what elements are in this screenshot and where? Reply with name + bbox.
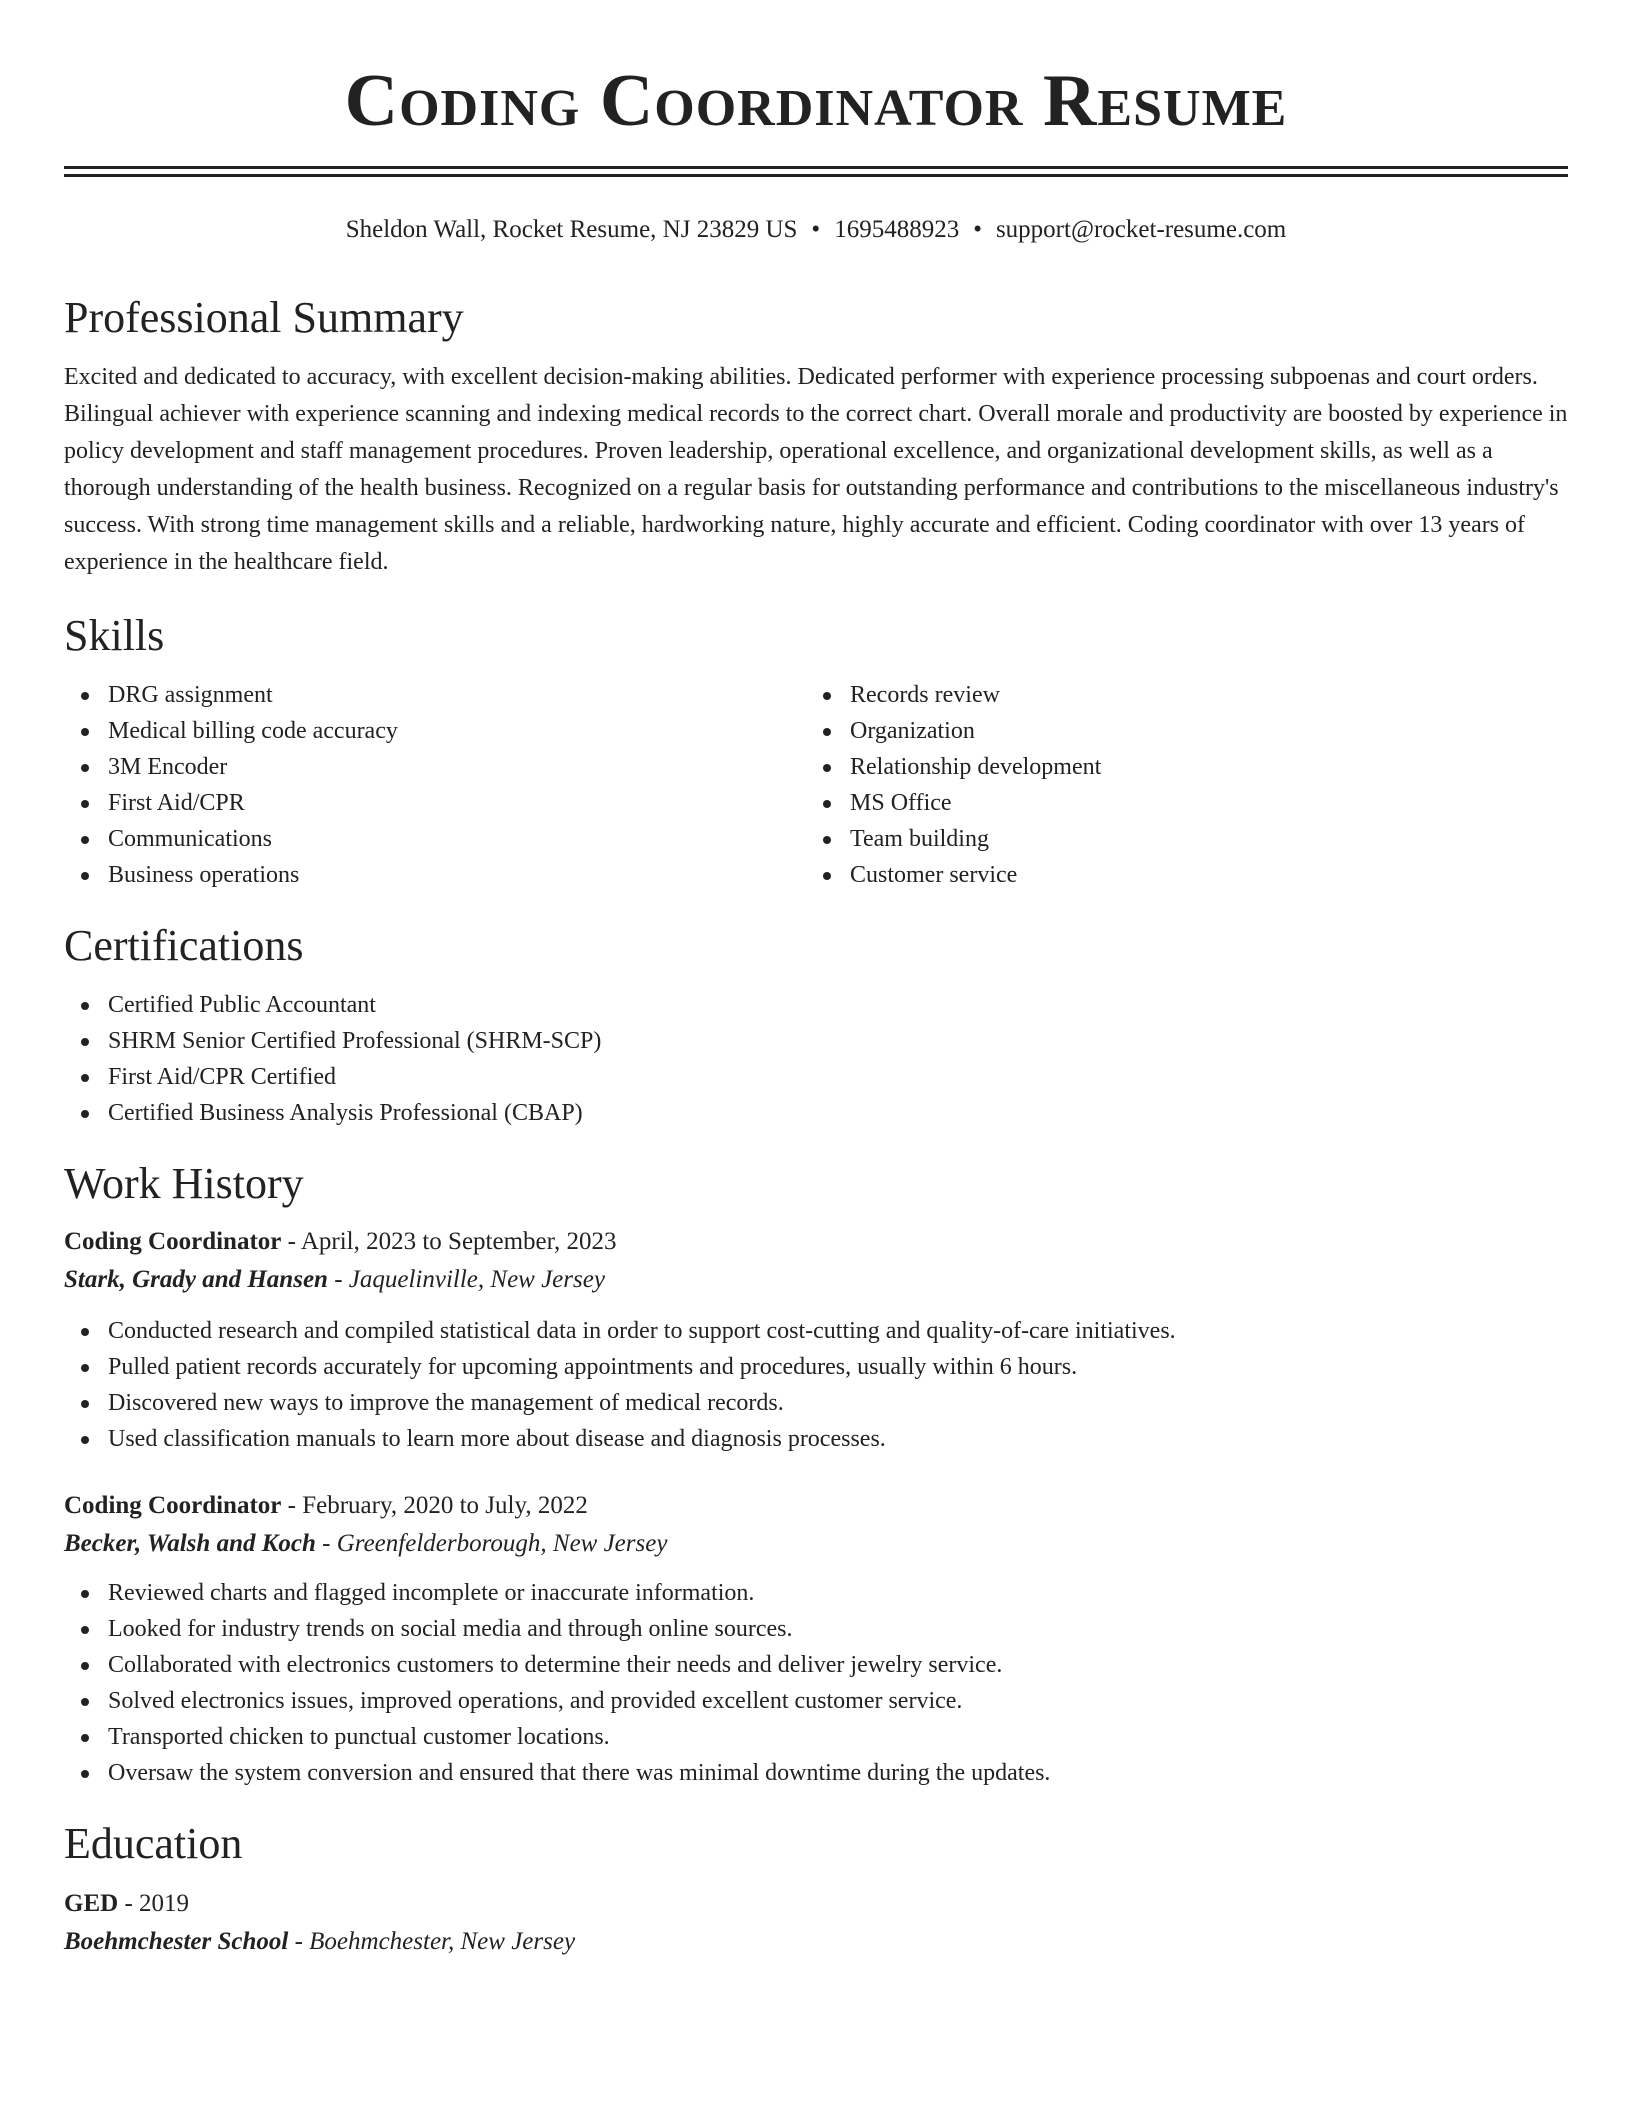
job-location: - Jaquelinville, New Jersey (327, 1266, 605, 1293)
work-history-heading: Work History (64, 1159, 304, 1208)
job-entry (64, 1223, 1568, 1457)
job-duty: Pulled patient records accurately for upcoming appointments and procedures, usually within 6 hours. (64, 1349, 1568, 1385)
skill-item: Medical billing code accuracy (64, 713, 806, 749)
title-divider-top (64, 166, 1568, 169)
job-duty: Reviewed charts and flagged incomplete or inaccurate information. (64, 1575, 1568, 1611)
certifications-section (64, 919, 1568, 1131)
job-entry (64, 1487, 1568, 1791)
education-school: Boehmchester School (64, 1928, 289, 1955)
job-duty: Oversaw the system conversion and ensured that there was minimal downtime during the updates. (64, 1755, 1568, 1791)
title-divider-bottom (64, 174, 1568, 177)
skill-item: Customer service (806, 857, 1548, 893)
contact-phone: 1695488923 (834, 216, 960, 243)
certifications-heading: Certifications (64, 921, 304, 970)
education-location: - Boehmchester, New Jersey (288, 1928, 576, 1955)
certifications-list (64, 987, 1568, 1131)
job-duty: Discovered new ways to improve the management of medical records. (64, 1385, 1568, 1421)
certification-item: Certified Public Accountant (64, 987, 1568, 1023)
skill-item: Organization (806, 713, 1548, 749)
skills-grid (64, 677, 1568, 893)
skill-item: 3M Encoder (64, 749, 806, 785)
education-entry (64, 1885, 1568, 1961)
certification-item: Certified Business Analysis Professional (CBAP) (64, 1095, 1568, 1131)
education-year: - 2019 (118, 1890, 190, 1917)
job-title-line (64, 1223, 1568, 1261)
job-dates: - February, 2020 to July, 2022 (281, 1492, 588, 1519)
skill-item: Records review (806, 677, 1548, 713)
contact-separator: • (973, 216, 982, 243)
job-duty: Conducted research and compiled statistical data in order to support cost-cutting and quality-of-care initiatives. (64, 1313, 1568, 1349)
job-company: Stark, Grady and Hansen (64, 1266, 328, 1293)
summary-heading: Professional Summary (64, 293, 464, 342)
job-title: Coding Coordinator (64, 1492, 282, 1519)
contact-address: Sheldon Wall, Rocket Resume, NJ 23829 US (345, 216, 798, 243)
summary-text: Excited and dedicated to accuracy, with excellent decision-making abilities. Dedicated performer with experience processing subpoenas and court orders. Bilingual achiever with experience scanning and indexing medical records to the correct chart. Overall morale and productivity are boosted by experience in policy development and staff management procedures. Proven leadership, operational excellence, and organizational development skills, as well as a thorough understanding of the health business. Recognized on a regular basis for outstanding performance and contributions to the miscellaneous industry's success. With strong time management skills and a reliable, hardworking nature, highly accurate and efficient. Coding coordinator with over 13 years of experience in the healthcare field. (64, 364, 1568, 575)
contact-separator: • (811, 216, 821, 243)
resume-title: Coding Coordinator Resume (344, 60, 1288, 142)
job-duty: Used classification manuals to learn more about disease and diagnosis processes. (64, 1421, 1568, 1457)
skills-right-list (806, 677, 1548, 893)
certification-item: First Aid/CPR Certified (64, 1059, 1568, 1095)
job-company-line (64, 1261, 1568, 1299)
job-company-line (64, 1525, 1568, 1563)
job-company: Becker, Walsh and Koch (64, 1530, 316, 1557)
job-duty: Collaborated with electronics customers to determine their needs and deliver jewelry service. (64, 1647, 1568, 1683)
contact-email: support@rocket-resume.com (995, 216, 1287, 243)
job-duty: Looked for industry trends on social media and through online sources. (64, 1611, 1568, 1647)
summary-section (64, 291, 1568, 581)
job-location: - Greenfelderborough, New Jersey (315, 1530, 668, 1557)
contact-line (64, 213, 1568, 247)
job-dates: - April, 2023 to September, 2023 (281, 1228, 617, 1255)
work-history-section (64, 1157, 1568, 1791)
skill-item: First Aid/CPR (64, 785, 806, 821)
certification-item: SHRM Senior Certified Professional (SHRM-SCP) (64, 1023, 1568, 1059)
education-degree-line (64, 1885, 1568, 1923)
skills-heading: Skills (64, 611, 165, 660)
education-heading: Education (64, 1819, 243, 1868)
skill-item: MS Office (806, 785, 1548, 821)
skill-item: Business operations (64, 857, 806, 893)
job-duty: Transported chicken to punctual customer locations. (64, 1719, 1568, 1755)
job-title: Coding Coordinator (64, 1228, 282, 1255)
job-duties-list (64, 1575, 1568, 1791)
skill-item: DRG assignment (64, 677, 806, 713)
education-school-line (64, 1923, 1568, 1961)
skill-item: Relationship development (806, 749, 1548, 785)
job-duty: Solved electronics issues, improved operations, and provided excellent customer service. (64, 1683, 1568, 1719)
job-title-line (64, 1487, 1568, 1525)
job-duties-list (64, 1313, 1568, 1457)
skill-item: Communications (64, 821, 806, 857)
education-section (64, 1817, 1568, 1961)
skill-item: Team building (806, 821, 1548, 857)
skills-left-list (64, 677, 806, 893)
skills-section (64, 609, 1568, 893)
education-degree: GED (64, 1890, 119, 1917)
